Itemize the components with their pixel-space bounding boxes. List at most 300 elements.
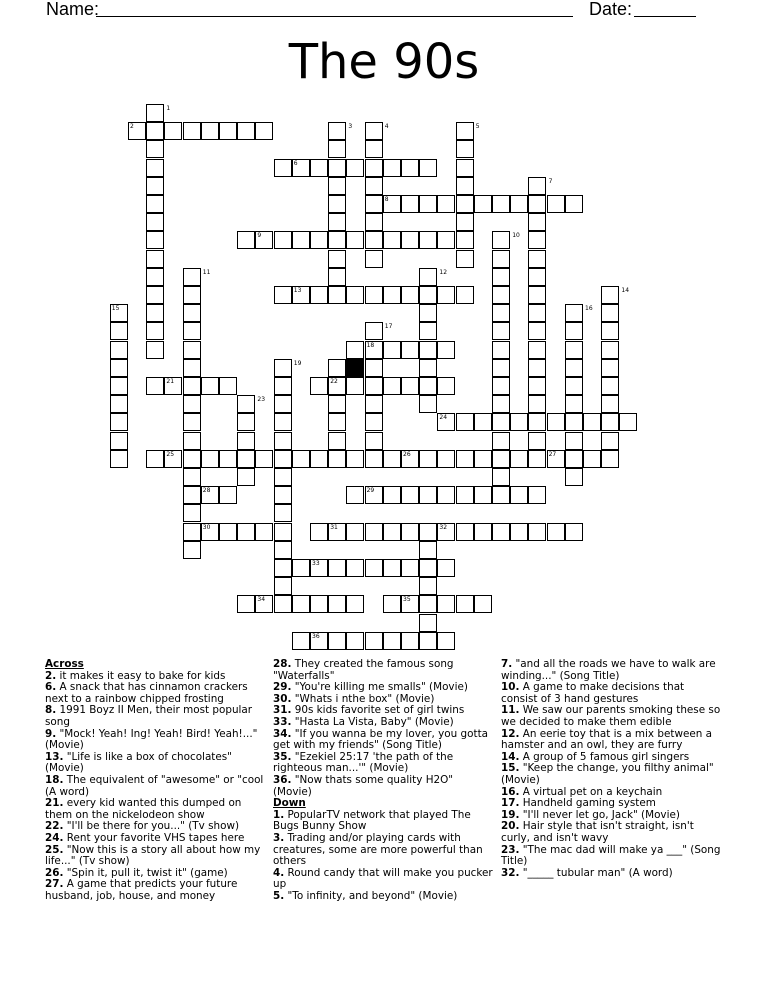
grid-cell[interactable] [110,395,128,413]
grid-cell[interactable] [456,450,474,468]
grid-cell[interactable] [310,450,328,468]
grid-cell[interactable] [474,450,492,468]
grid-cell[interactable] [565,468,583,486]
grid-cell[interactable] [274,577,292,595]
grid-cell[interactable] [201,122,219,140]
grid-cell[interactable] [346,159,364,177]
clue-across-2: 2. it makes it easy to bake for kids [45,669,226,682]
grid-cell[interactable] [419,632,437,650]
grid-cell[interactable] [456,286,474,304]
grid-cell[interactable] [365,377,383,395]
grid-cell[interactable] [365,395,383,413]
grid-cell[interactable] [456,486,474,504]
grid-cell[interactable] [565,304,583,322]
grid-cell[interactable] [328,359,346,377]
grid-cell[interactable] [419,341,437,359]
grid-cell[interactable] [419,541,437,559]
grid-cell[interactable] [456,523,474,541]
grid-cell[interactable] [183,395,201,413]
grid-cell[interactable] [565,322,583,340]
grid-cell[interactable] [346,377,364,395]
grid-cell[interactable] [292,231,310,249]
grid-cell[interactable] [419,286,437,304]
clue-across-21: 21. every kid wanted this dumped on them on the nickelodeon show [45,797,242,821]
grid-cell[interactable] [183,304,201,322]
grid-cell[interactable] [492,231,510,249]
grid-cell[interactable] [601,413,619,431]
grid-cell[interactable] [528,231,546,249]
grid-cell[interactable] [383,341,401,359]
grid-cell[interactable] [565,395,583,413]
grid-cell[interactable] [601,286,619,304]
grid-cell[interactable] [456,250,474,268]
grid-cell[interactable] [346,595,364,613]
grid-cell[interactable] [474,195,492,213]
clue-down-1: 1. PopularTV network that played The Bugs Bunny Show [273,808,471,833]
grid-cell[interactable] [274,523,292,541]
clue-number-18: 18 [366,341,375,349]
grid-cell[interactable] [365,523,383,541]
grid-cell[interactable] [456,231,474,249]
grid-cell[interactable] [437,377,455,395]
grid-cell[interactable] [510,523,528,541]
grid-cell[interactable] [237,523,255,541]
grid-cell[interactable] [328,195,346,213]
grid-cell[interactable] [110,432,128,450]
grid-cell[interactable] [528,359,546,377]
grid-cell[interactable] [365,140,383,158]
grid-cell[interactable] [528,250,546,268]
grid-cell[interactable] [365,286,383,304]
clue-across-30: 30. "Whats i nthe box" (Movie) [273,692,435,705]
clue-down-16: 16. A virtual pet on a keychain [501,785,663,798]
grid-cell[interactable] [383,632,401,650]
grid-cell[interactable] [292,450,310,468]
grid-cell[interactable] [237,450,255,468]
grid-cell[interactable] [437,195,455,213]
grid-cell[interactable] [383,595,401,613]
grid-cell[interactable] [292,632,310,650]
grid-cell[interactable] [183,523,201,541]
grid-cell[interactable] [565,195,583,213]
grid-cell[interactable] [456,213,474,231]
grid-cell[interactable] [274,359,292,377]
grid-cell[interactable] [528,213,546,231]
grid-cell[interactable] [601,304,619,322]
grid-cell[interactable] [274,231,292,249]
grid-cell[interactable] [365,559,383,577]
grid-cell[interactable] [237,122,255,140]
grid-cell[interactable] [419,159,437,177]
grid-cell[interactable] [255,450,273,468]
grid-cell[interactable] [419,595,437,613]
grid-cell[interactable] [310,159,328,177]
grid-cell[interactable] [528,195,546,213]
grid-cell[interactable] [419,231,437,249]
grid-cell[interactable] [437,341,455,359]
grid-cell[interactable] [383,159,401,177]
grid-cell[interactable] [110,377,128,395]
grid-cell[interactable] [492,432,510,450]
clue-number-6: 6 [293,159,298,167]
grid-cell[interactable] [365,322,383,340]
grid-cell[interactable] [365,213,383,231]
grid-cell[interactable] [346,231,364,249]
grid-cell[interactable] [401,195,419,213]
grid-cell[interactable] [346,341,364,359]
grid-cell[interactable] [474,486,492,504]
grid-cell[interactable] [492,322,510,340]
grid-cell[interactable] [383,286,401,304]
grid-cell[interactable] [292,559,310,577]
grid-cell[interactable] [419,322,437,340]
grid-cell[interactable] [328,632,346,650]
grid-cell[interactable] [146,213,164,231]
grid-cell[interactable] [183,377,201,395]
grid-cell[interactable] [492,195,510,213]
grid-cell[interactable] [419,377,437,395]
grid-cell[interactable] [365,195,383,213]
grid-cell[interactable] [183,359,201,377]
grid-cell[interactable] [201,377,219,395]
grid-cell[interactable] [437,595,455,613]
grid-cell[interactable] [492,523,510,541]
grid-cell[interactable] [328,177,346,195]
grid-cell[interactable] [619,413,637,431]
grid-cell[interactable] [583,450,601,468]
grid-cell[interactable] [146,195,164,213]
grid-cell[interactable] [328,595,346,613]
grid-cell[interactable] [474,523,492,541]
grid-cell[interactable] [528,523,546,541]
grid-cell[interactable] [383,377,401,395]
clue-number-16: 16 [585,305,593,313]
grid-cell[interactable] [310,231,328,249]
grid-cell[interactable] [601,322,619,340]
grid-cell[interactable] [437,231,455,249]
grid-cell[interactable] [492,468,510,486]
clue-number-11: 11 [202,268,211,276]
grid-cell[interactable] [419,268,437,286]
grid-cell[interactable] [219,450,237,468]
clue-down-14: 14. A group of 5 famous girl singers [501,750,690,763]
grid-cell[interactable] [492,359,510,377]
grid-cell[interactable] [183,341,201,359]
grid-cell[interactable] [237,432,255,450]
grid-cell[interactable] [274,486,292,504]
grid-cell[interactable] [346,486,364,504]
grid-cell[interactable] [528,322,546,340]
grid-cell[interactable] [401,486,419,504]
grid-cell[interactable] [510,413,528,431]
grid-cell[interactable] [346,286,364,304]
grid-cell[interactable] [565,359,583,377]
clue-across-24: 24. Rent your favorite VHS tapes here [45,831,245,844]
grid-cell[interactable] [528,177,546,195]
grid-cell[interactable] [146,322,164,340]
grid-cell[interactable] [328,432,346,450]
grid-cell[interactable] [146,122,164,140]
clue-down-19: 19. "I'll never let go, Jack" (Movie) [501,808,680,821]
grid-cell[interactable] [365,413,383,431]
grid-cell[interactable] [110,341,128,359]
grid-cell[interactable] [274,450,292,468]
grid-cell[interactable] [146,104,164,122]
clue-number-13: 13 [293,287,302,294]
grid-cell[interactable] [528,286,546,304]
grid-cell[interactable] [310,595,328,613]
grid-cell[interactable] [601,341,619,359]
grid-cell[interactable] [365,177,383,195]
grid-cell[interactable] [601,395,619,413]
grid-cell[interactable] [274,432,292,450]
grid-cell[interactable] [419,359,437,377]
grid-cell[interactable] [419,395,437,413]
grid-cell[interactable] [346,559,364,577]
grid-cell[interactable] [528,268,546,286]
grid-cell[interactable] [437,486,455,504]
grid-cell[interactable] [456,122,474,140]
grid-cell[interactable] [492,395,510,413]
grid-cell[interactable] [565,377,583,395]
grid-cell[interactable] [601,432,619,450]
grid-cell[interactable] [565,523,583,541]
grid-cell[interactable] [328,122,346,140]
grid-cell[interactable] [401,559,419,577]
grid-cell[interactable] [274,595,292,613]
grid-cell[interactable] [492,304,510,322]
grid-cell[interactable] [328,395,346,413]
grid-cell[interactable] [383,486,401,504]
grid-cell[interactable] [274,286,292,304]
clue-column-3 [501,659,723,879]
grid-cell[interactable] [146,140,164,158]
grid-cell[interactable] [474,595,492,613]
grid-cell[interactable] [183,122,201,140]
grid-cell[interactable] [528,432,546,450]
grid-cell[interactable] [255,523,273,541]
grid-cell[interactable] [201,450,219,468]
clue-column-2 [273,659,495,902]
grid-cell[interactable] [528,377,546,395]
grid-cell[interactable] [419,523,437,541]
grid-cell[interactable] [146,377,164,395]
grid-cell[interactable] [419,195,437,213]
grid-cell[interactable] [601,359,619,377]
grid-cell[interactable] [219,523,237,541]
grid-cell[interactable] [365,359,383,377]
grid-cell[interactable] [237,395,255,413]
grid-cell[interactable] [146,177,164,195]
grid-cell[interactable] [219,486,237,504]
grid-cell[interactable] [401,523,419,541]
grid-cell[interactable] [274,468,292,486]
grid-cell[interactable] [146,286,164,304]
grid-cell[interactable] [419,559,437,577]
grid-cell[interactable] [365,450,383,468]
grid-cell[interactable] [110,322,128,340]
grid-cell[interactable] [146,231,164,249]
grid-cell[interactable] [328,159,346,177]
grid-cell[interactable] [419,304,437,322]
grid-cell[interactable] [365,632,383,650]
grid-cell[interactable] [601,377,619,395]
grid-cell[interactable] [365,122,383,140]
clue-number-17: 17 [384,323,393,331]
grid-cell[interactable] [346,450,364,468]
grid-cell[interactable] [492,450,510,468]
grid-cell[interactable] [365,432,383,450]
grid-cell[interactable] [492,377,510,395]
grid-cell[interactable] [146,159,164,177]
grid-cell[interactable] [401,159,419,177]
grid-cell[interactable] [328,250,346,268]
grid-cell[interactable] [401,231,419,249]
grid-cell[interactable] [328,231,346,249]
grid-cell[interactable] [401,286,419,304]
grid-cell[interactable] [328,413,346,431]
grid-cell[interactable] [565,341,583,359]
grid-cell[interactable] [237,413,255,431]
grid-cell[interactable] [437,632,455,650]
grid-cell[interactable] [365,159,383,177]
grid-cell[interactable] [183,413,201,431]
grid-cell[interactable] [328,559,346,577]
grid-cell[interactable] [183,286,201,304]
grid-cell[interactable] [547,195,565,213]
grid-cell[interactable] [383,450,401,468]
grid-cell[interactable] [528,304,546,322]
grid-cell[interactable] [547,523,565,541]
grid-cell[interactable] [528,395,546,413]
grid-cell[interactable] [601,450,619,468]
grid-cell[interactable] [492,250,510,268]
grid-cell[interactable] [401,341,419,359]
grid-cell[interactable] [183,322,201,340]
grid-cell[interactable] [565,413,583,431]
grid-cell[interactable] [456,195,474,213]
grid-cell[interactable] [346,632,364,650]
grid-cell[interactable] [237,231,255,249]
grid-cell[interactable] [274,559,292,577]
grid-cell[interactable] [437,450,455,468]
grid-cell[interactable] [310,523,328,541]
grid-cell[interactable] [146,450,164,468]
grid-cell[interactable] [274,377,292,395]
grid-cell[interactable] [328,450,346,468]
grid-cell[interactable] [274,541,292,559]
grid-cell[interactable] [183,432,201,450]
grid-cell[interactable] [328,286,346,304]
grid-cell[interactable] [274,413,292,431]
grid-cell[interactable] [164,122,182,140]
grid-cell[interactable] [474,413,492,431]
grid-cell[interactable] [146,304,164,322]
grid-cell[interactable] [492,286,510,304]
clue-number-15: 15 [111,305,120,313]
grid-cell[interactable] [274,395,292,413]
grid-cell[interactable] [146,341,164,359]
clue-across-13: 13. "Life is like a box of chocolates" (Movie) [45,750,232,775]
grid-cell[interactable] [401,632,419,650]
grid-cell[interactable] [310,286,328,304]
grid-cell[interactable] [528,486,546,504]
grid-cell[interactable] [456,595,474,613]
grid-cell[interactable] [492,413,510,431]
grid-cell[interactable] [419,614,437,632]
grid-cell[interactable] [528,413,546,431]
grid-cell[interactable] [328,213,346,231]
grid-cell[interactable] [274,159,292,177]
grid-cell[interactable] [565,450,583,468]
grid-cell[interactable] [456,159,474,177]
grid-cell[interactable] [492,268,510,286]
grid-cell[interactable] [292,595,310,613]
grid-cell[interactable] [110,450,128,468]
grid-cell[interactable] [492,341,510,359]
clue-across-6: 6. A snack that has cinnamon crackers next to a rainbow chipped frosting [45,681,248,705]
grid-cell[interactable] [456,140,474,158]
grid-cell[interactable] [419,450,437,468]
grid-cell[interactable] [565,432,583,450]
clue-number-35: 35 [403,596,411,604]
grid-cell[interactable] [510,195,528,213]
grid-cell[interactable] [528,450,546,468]
grid-cell[interactable] [401,377,419,395]
grid-cell[interactable] [510,450,528,468]
grid-cell[interactable] [346,523,364,541]
grid-cell[interactable] [146,250,164,268]
grid-cell[interactable] [274,504,292,522]
grid-cell[interactable] [110,359,128,377]
grid-cell[interactable] [183,541,201,559]
grid-cell[interactable] [328,268,346,286]
grid-cell[interactable] [383,523,401,541]
grid-cell[interactable] [528,341,546,359]
grid-cell[interactable] [510,486,528,504]
grid-cell[interactable] [547,413,565,431]
grid-cell[interactable] [456,413,474,431]
grid-cell[interactable] [383,231,401,249]
grid-cell[interactable] [583,413,601,431]
grid-cell[interactable] [419,486,437,504]
clue-across-33: 33. "Hasta La Vista, Baby" (Movie) [273,715,454,728]
grid-cell[interactable] [219,377,237,395]
grid-cell[interactable] [383,559,401,577]
grid-cell[interactable] [110,413,128,431]
grid-cell[interactable] [492,486,510,504]
grid-cell[interactable] [219,122,237,140]
grid-cell[interactable] [437,559,455,577]
grid-cell[interactable] [365,250,383,268]
grid-cell[interactable] [183,450,201,468]
grid-cell[interactable] [183,486,201,504]
grid-cell[interactable] [310,377,328,395]
grid-cell[interactable] [237,468,255,486]
clue-down-3: 3. Trading and/or playing cards with creatures, some are more powerful than others [273,831,483,868]
grid-cell[interactable] [419,577,437,595]
grid-cell[interactable] [183,468,201,486]
grid-cell[interactable] [365,231,383,249]
grid-cell[interactable] [456,177,474,195]
grid-cell[interactable] [255,122,273,140]
grid-cell[interactable] [146,268,164,286]
grid-cell[interactable] [237,595,255,613]
grid-cell[interactable] [183,268,201,286]
grid-cell[interactable] [328,140,346,158]
grid-cell[interactable] [437,286,455,304]
grid-cell[interactable] [183,504,201,522]
